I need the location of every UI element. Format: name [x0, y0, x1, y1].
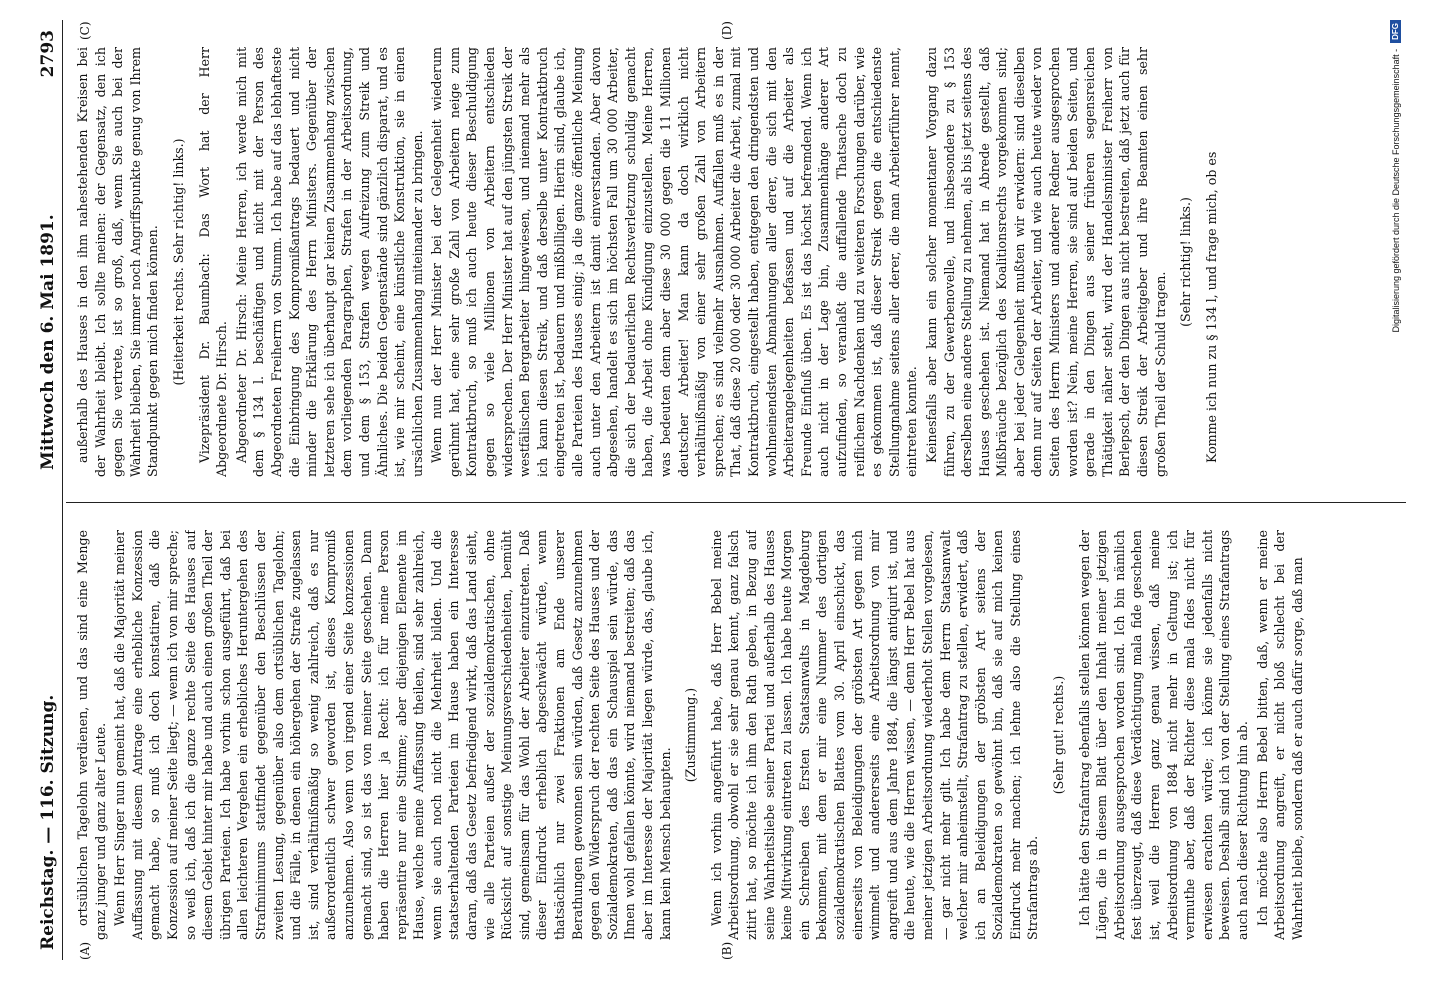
paragraph: Ich möchte also Herrn Bebel bitten, daß, wenn er meine Arbeitsordnung angreift, er nicht bloß schlecht bei der Wahrheit bleibe, sondern daß er auch dafür sorge, daß man: [1254, 530, 1305, 940]
speaker-announcement: Vizepräsident Dr. Baumbach: Das Wort hat der Herr Abgeordnete Dr. Hirsch.: [196, 47, 230, 477]
section-marker-d: (D): [720, 21, 734, 40]
left-column: [74, 530, 1404, 940]
dfg-logo: DFG: [1390, 20, 1401, 43]
paragraph: Wenn ich vorhin angeführt habe, daß Herr Bebel meine Arbeitsordnung, obwohl er sie sehr genau kennt, ganz falsch zitirt hat, so möchte ich ihm den Rath geben, in Bezug auf seine Wahrheitsliebe seiner Partei und außerhalb des Hauses keine Mitwirkung eintreten zu lassen. Ich habe heute Morgen ein Schreiben des Ersten Staatsanwalts in Magdeburg bekommen, mit dem er mir eine Nummer des dortigen sozialdemokratischen Blattes vom 30. April einschickt, das einerseits von Beleidigungen der gröbsten Art gegen mich wimmelt und andererseits eine Arbeitsordnung von mir angreift und aus dem Jahre 1884, die längst antiquirt ist, und die heute, wie die Herren wissen, — denn Herr Bebel hat aus meiner jetzigen Arbeitsordnung wiederholt Stellen vorgelesen, — gar nicht mehr gilt. Ich habe dem Herrn Staatsanwalt welcher mir anheimstellt, Strafantrag zu stellen, erwidert, daß ich an Beleidigungen der gröbsten Art seitens der Sozialdemokraten so gewöhnt bin, daß sie auf mich keinen Eindruck mehr machen; ich lehne also die Stellung eines Strafantrags ab.: [708, 530, 1041, 940]
paragraph: außerhalb des Hauses in den ihm nahestehenden Kreisen bei der Wahrheit bleibt. Ich sollte meinen: der Gegensatz, den ich gegen Sie vertrete, ist so groß, daß, wenn Sie auch bei der Wahrheit bleiben, Sie immer noch Angriffspunkte genug von Ihrem Standpunkt gegen mich finden können.: [75, 47, 161, 477]
interjection: (Heiterkeit rechts. Sehr richtig! links.): [170, 138, 186, 386]
paragraph: Keinesfalls aber kann ein solcher momentaner Vorgang dazu führen, zu der Gewerbenovelle, und insbesondere zu § 153 derselben eine andere Stellung zu nehmen, als bis jetzt seitens des Hauses geschehen ist. Niemand hat in Abrede gestellt, daß Mißbräuche bezüglich des Koalitionsrechts vorgekommen sind; aber bei jeder Gelegenheit mußten wir erwidern: sind dieselben denn nur auf Seiten der Arbeiter, und wie auch heute wieder von Seiten des Herrn Ministers und anderer Redner ausgesprochen worden ist? Nein, meine Herren, sie sind auf beiden Seiten, und gerade in den Dingen aus seiner früheren segensreichen Thätigkeit näher steht, wird der Handelsminister Freiherr von Berlepsch, der den Dingen aus nicht bestreiten, daß jetzt auch für diesen Streik der Arbeitgeber und ihre Beamten einen sehr großen Theil der Schuld tragen.: [923, 47, 1168, 477]
paragraph: ortsüblichen Tagelohn verdienen, und das sind eine Menge ganz junger und ganz alter Leute.: [75, 530, 108, 940]
paragraph: Wenn Herr Singer nun gemeint hat, daß die Majorität meiner Auffassung mit diesem Antrage eine erhebliche Konzession gemacht habe, so muß ich doch konstatiren, daß die Konzession auf meiner Seite liegt; — wenn ich von mir spreche; so weiß ich, daß ich die ganze rechte Seite des Hauses auf diesem Gebiet hinter mir habe und auch einen großen Theil der übrigen Parteien. Ich habe vorhin schon ausgeführt, daß bei allen leichteren Vergehen ein erhebliches Heruntergehen des Strafminimums stattfindet gegenüber den Beschlüssen der zweiten Lesung, gegenüber also dem ortsüblichen Tagelohn; und die Fälle, in denen ein höhergehen der Strafe zugelassen ist, sind verhältnißmäßig so wenig zahlreich, daß es nur außerordentlich schwer geworden ist, dieses Kompromiß anzunehmen. Also wenn von irgend einer Seite konzessionen gemacht sind, so ist das von meiner Seite geschehen. Dann haben die Herren hier ja Recht: ich für meine Person repräsentire nur eine Stimme; aber diejenigen Elemente im Hause, welche meine Auffassung theilen, sind sehr zahlreich, wenn sie auch noch nicht die Mehrheit bilden. Und die staatserhaltenden Parteien im Hause haben ein Interesse daran, daß das Gesetz befriedigend wirkt, daß das Land sieht, wie alle Parteien außer der sozialdemokratischen, ohne Rücksicht auf sonstige Meinungsverschiedenheiten, bemüht sind, gemeinsam für das Wohl der Arbeiter einzutreten. Daß dieser Eindruck erheblich abgeschwächt würde, wenn thatsächlich nur zwei Fraktionen am Ende unserer Berathungen gewonnen sein würden, daß Gesetz anzunehmen gegen den Widerspruch der rechten Seite des Hauses und der Sozialdemokraten, daß das ein Schauspiel sein würde, das Ihnen wohl gefallen könnte, wird niemand bestreiten; daß das aber im Interesse der Majorität liegen würde, das, glaube ich, kann kein Mensch behaupten.: [112, 530, 673, 940]
page-number: 2793: [38, 30, 58, 78]
interjection: (Sehr richtig! links.): [1178, 197, 1194, 327]
column-divider: [66, 502, 1406, 503]
paragraph: Wenn nun der Herr Minister bei der Gelegenheit wiederum gerühmt hat, eine sehr große Zahl von Arbeitern neige zum Kontraktbruch, so muß ich auch heute dieser Beschuldigung gegen so viele Millionen von Arbeitern entschieden widersprechen. Der Herr Minister hat auf den jüngsten Streik der westfälischen Bergarbeiter hingewiesen, und niemand mehr als ich kann diesen Streik, und daß derselbe unter Kontraktbruch eingetreten ist, bedauern und mißbilligen. Hierin sind, glaube ich, alle Parteien des Hauses einig; ja die ganze öffentliche Meinung auch unter den Arbeitern ist damit einverstanden. Aber davon abgesehen, handelt es sich im höchsten Fall um 30 000 Arbeiter, die sich der bedauerlichen Rechtsverletzung schuldig gemacht haben, die Arbeit ohne Kündigung einzustellen. Meine Herren, was bedeuten denn aber diese 30 000 gegen die 11 Millionen deutscher Arbeiter! Man kann da doch wirklich nicht verhältnißmäßig von einer sehr großen Zahl von Arbeitern sprechen; es sind vielmehr Ausnahmen. Auffallen muß es in der That, daß diese 20 000 oder 30 000 Arbeiter die Arbeit, zumal mit Kontraktbruch, eingestellt haben, entgegen den dringendsten und wohlmeinendsten Abmahnungen aller derer, die sich mit den Arbeiterangelegenheiten befassen und auf die Arbeiter als Freunde Einfluß üben. Es ist das höchst befremdend. Wenn ich auch nicht in der Lage bin, Zusammenhänge anderer Art aufzufinden, so veranlaßt die auffallende Thatsache doch zu reiflichem Nachdenken und zu weiteren Forschungen darüber, wie es gekommen ist, daß dieser Streik gegen die entschiedenste Stellungnahme seitens aller derer, die man Arbeiterführer nennt, eintreten konnte.: [429, 47, 920, 477]
right-column: [74, 47, 1404, 477]
paragraph: Abgeordneter Dr. Hirsch: Meine Herren, ich werde mich mit dem § 134 l. beschäftigen und nicht mit der Person des Abgeordneten Freiherrn von Stumm. Ich habe auf das lebhafteste die Einbringung des Kompromißantrags bedauert und nicht minder die Erklärung des Herrn Ministers. Gegenüber der letzteren sehe ich überhaupt gar keinen Zusammenhang zwischen dem vorliegenden Paragraphen, Strafen in der Arbeitsordnung, und dem § 153, Strafen wegen Aufreizung zum Streik und Ähnliches. Die beiden Gegenstände sind gänzlich disparat, und es ist, wie mir scheint, eine künstliche Konstruktion, sie in einen ursächlichen Zusammenhang miteinander zu bringen.: [233, 47, 425, 477]
header-right: [38, 30, 58, 470]
chamber-session-title: Reichstag. — 116. Sitzung.: [38, 694, 58, 950]
header-left: [38, 530, 58, 950]
header-rule: [62, 20, 63, 960]
section-marker-a: (A): [78, 941, 92, 960]
digitization-credit: [1390, 20, 1401, 960]
interjection: (Zustimmung.): [683, 687, 699, 783]
digitization-text: Digitalisierung gefördert durch die Deutsche Forschungsgemeinschaft -: [1390, 48, 1401, 333]
paragraph: Komme ich nun zu § 134 l, und frage mich, ob es: [1203, 151, 1219, 463]
interjection: (Sehr gut! rechts.): [1051, 675, 1067, 795]
section-marker-b: (B): [720, 941, 734, 960]
section-marker-c: (C): [78, 21, 92, 40]
paragraph: Ich hätte den Strafantrag ebenfalls stellen können wegen der Lügen, die in diesem Blatt über den Inhalt meiner jetzigen Arbeitsordnung ausgesprochen worden sind. Ich bin nämlich fest überzeugt, daß diese Verdächtigung mala fide geschehen ist, weil die Herren ganz genau wissen, daß meine Arbeitsordnung von 1884 nicht mehr in Geltung ist; ich vermuthe aber, daß der Richter diese mala fides nicht für erwiesen erachten würde; ich könne sie jedenfalls nicht beweisen. Deshalb sind ich von der Stellung eines Strafantrags auch nach dieser Richtung hin ab.: [1076, 530, 1250, 940]
session-date: Mittwoch den 6. Mai 1891.: [38, 214, 58, 470]
